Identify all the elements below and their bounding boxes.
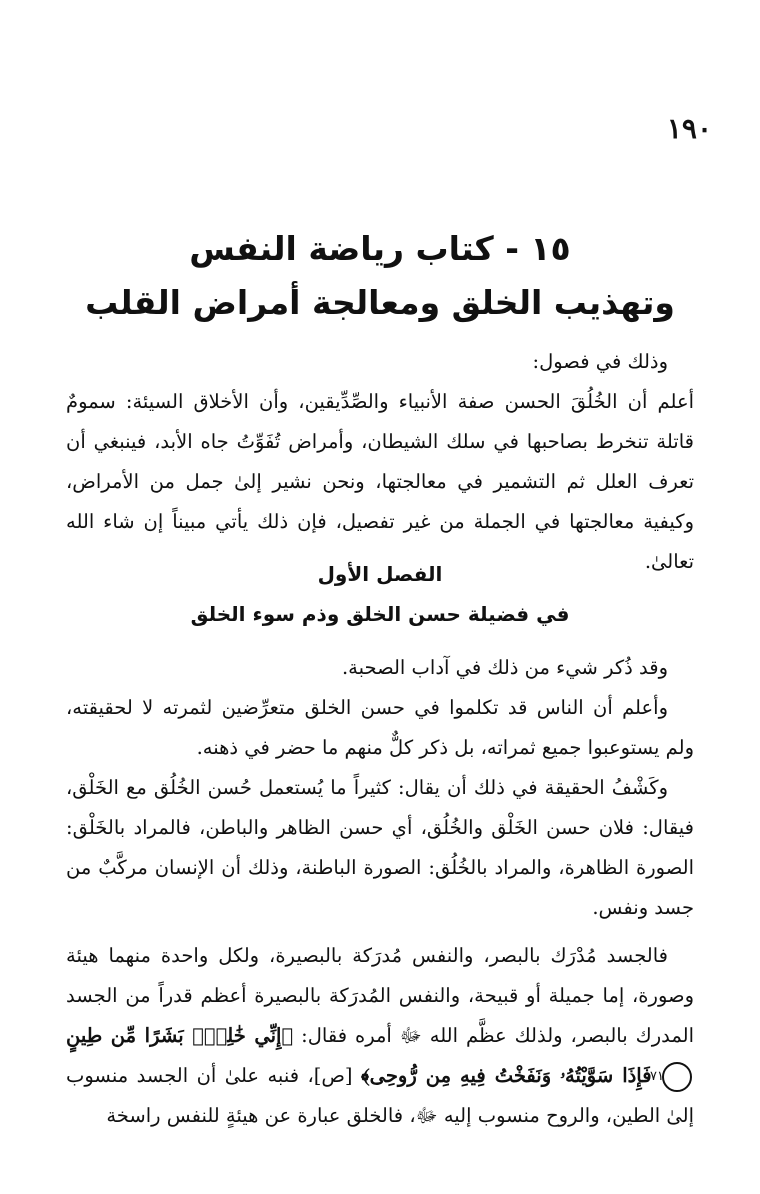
section-paragraph-3: وكَشْفُ الحقيقة في ذلك أن يقال: كثيراً ما يُستعمل حُسن الخُلُق مع الخَلْق، فيقال: فلان حسن الخَلْق والخُلُق، أي حسن الظاهر والباطن، فالمراد بالخَلْق: الصورة الظاهرة، والمراد بالخُلُق: الصورة الباطنة، وذلك أن الإنسان مركَّبٌ من جسد ونفس. <box>66 776 694 919</box>
paragraph-4-text-b: [ص]، فنبه علىٰ أن الجسد منسوب إلىٰ الطين، والروح منسوب إليه ﷻ، فالخلق عبارة عن هيئةٍ للنفس راسخة <box>66 1064 694 1127</box>
chapter-title-line-1: ١٥ - كتاب رياضة النفس <box>189 229 571 268</box>
section-subtitle: في فضيلة حسن الخلق وذم سوء الخلق <box>190 602 570 626</box>
page-number: ١٩٠ <box>666 112 712 145</box>
paragraph-4-text-a: فالجسد مُدْرَك بالبصر، والنفس مُدرَكة بالبصيرة، ولكل واحدة منهما هيئة وصورة، إما جميلة أو قبيحة، والنفس المُدرَكة بالبصيرة أعظم قدراً من الجسد المدرك بالبصر، ولذلك عظَّم الله ﷻ أمره فقال: <box>66 944 694 1047</box>
paragraph-gap <box>66 928 694 936</box>
ayah-number-icon: ٧١ <box>662 1062 692 1092</box>
intro-text <box>66 342 694 582</box>
section-paragraph-4 <box>66 936 694 1136</box>
section-paragraph-1: وقد ذُكر شيء من ذلك في آداب الصحبة. <box>341 656 668 679</box>
quran-verse-2: فَإِذَا سَوَّيْتُهُۥ وَنَفَخْتُ فِيهِ مِن رُّوحِى﴾ <box>360 1064 652 1087</box>
section-text <box>66 648 694 1136</box>
section-paragraph-2: وأعلم أن الناس قد تكلموا في حسن الخلق متعرِّضين لثمرته لا لحقيقته، ولم يستوعبوا جميع ثمراته، بل ذكر كلٌّ منهم ما حضر في ذهنه. <box>66 696 694 759</box>
intro-paragraph-2: أعلم أن الخُلُقَ الحسن صفة الأنبياء والصِّدِّيقين، وأن الأخلاق السيئة: سمومٌ قاتلة تنخرط بصاحبها في سلك الشيطان، وأمراض تُفَوِّتُ جاه الأبد، فينبغي أن تعرف العلل ثم التشمير في معالجتها، ونحن نشير إلىٰ جمل من الأمراض، وكيفية معالجتها في الجملة من غير تفصيل، فإن ذلك يأتي مبيناً إن شاء الله تعالىٰ. <box>66 390 694 573</box>
chapter-title <box>60 222 700 330</box>
section-title: الفصل الأول <box>317 562 443 586</box>
chapter-title-line-2: وتهذيب الخلق ومعالجة أمراض القلب <box>85 283 675 322</box>
intro-paragraph-1: وذلك في فصول: <box>532 350 668 373</box>
quran-verse-1: ﴿إِنِّي خَٰلِقٌۢ بَشَرًا مِّن طِينٍ <box>66 1024 294 1047</box>
